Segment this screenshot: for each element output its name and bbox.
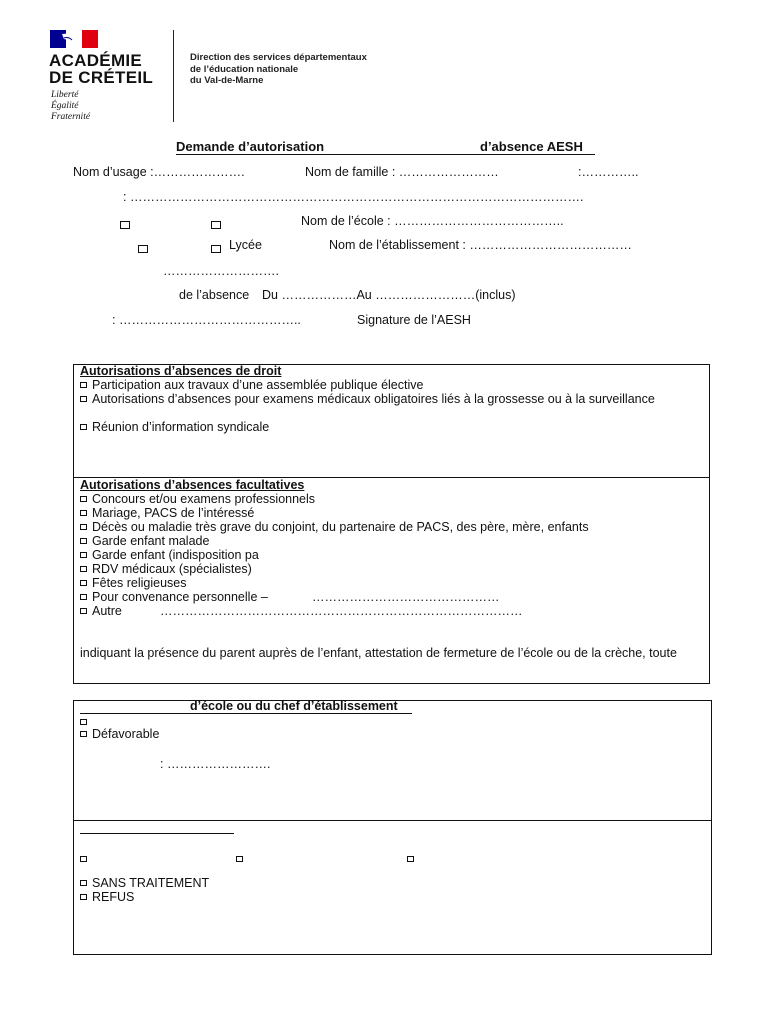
academie-name-line1: ACADÉMIE: [49, 51, 143, 70]
checkbox-icon: [236, 856, 243, 862]
checkbox-icon: [80, 856, 87, 862]
checkbox-icon: [80, 880, 87, 886]
checkbox-icon: [80, 552, 87, 558]
avis-box-divider: [73, 820, 711, 821]
motto-liberte: Liberté: [51, 90, 79, 100]
avis-heading-underline: [80, 713, 412, 714]
colon-dots-field-2[interactable]: : ……………………………………..: [112, 313, 301, 327]
decision-refus[interactable]: REFUS: [80, 890, 134, 904]
checkbox-icon: [80, 894, 87, 900]
checkbox-icon: [80, 719, 87, 725]
checkbox-icon: [80, 566, 87, 572]
absence-label: de l’absence: [179, 288, 250, 302]
droit-option-2[interactable]: Autorisations d’absences pour examens médicaux obligatoires liés à la grossesse ou à la surveillance: [80, 392, 655, 406]
checkbox-2[interactable]: [211, 216, 221, 234]
direction-line2: de l’éducation nationale: [190, 63, 299, 75]
checkbox-icon: [80, 510, 87, 516]
fac-option-6[interactable]: RDV médicaux (spécialistes): [80, 562, 252, 576]
avis-colon-dots-field[interactable]: : …………………….: [160, 757, 271, 771]
motto-egalite: Égalité: [51, 101, 79, 111]
fac-option-9[interactable]: Autre: [80, 604, 122, 618]
signature-label: Signature de l’AESH: [357, 313, 471, 327]
convenance-dots-field[interactable]: ………………………………………: [312, 590, 500, 604]
checkbox-icon: [80, 424, 87, 430]
fac-option-5[interactable]: Garde enfant (indisposition pa: [80, 548, 259, 562]
fac-option-3[interactable]: Décès ou maladie très grave du conjoint, du partenaire de PACS, des père, mère, enfants: [80, 520, 589, 534]
colon-dots-field-1[interactable]: :…………..: [578, 165, 639, 179]
section-droit-heading: Autorisations d’absences de droit: [80, 364, 282, 378]
direction-line1: Direction des services départementaux: [190, 52, 367, 63]
autre-dots-field[interactable]: ……………………………………………………………………………: [160, 604, 523, 618]
decision-checkbox-1[interactable]: [80, 850, 92, 868]
avis-option-defavorable[interactable]: Défavorable: [80, 727, 159, 741]
decision-sans-traitement[interactable]: SANS TRAITEMENT: [80, 876, 209, 890]
section-facultatives-heading: Autorisations d’absences facultatives: [80, 478, 305, 492]
droit-option-1[interactable]: Participation aux travaux d’une assemblée publique élective: [80, 378, 423, 392]
nom-usage-field[interactable]: Nom d’usage :………………….: [73, 165, 245, 179]
fac-option-2[interactable]: Mariage, PACS de l’intéressé: [80, 506, 254, 520]
decision-checkbox-2[interactable]: [236, 850, 248, 868]
checkbox-icon: [80, 538, 87, 544]
decision-checkbox-3[interactable]: [407, 850, 419, 868]
academie-name-line2: DE CRÉTEIL: [49, 68, 154, 87]
marianne-flag: [50, 30, 98, 48]
nom-famille-field[interactable]: Nom de famille : ……………………: [305, 165, 499, 179]
checkbox-icon: [80, 594, 87, 600]
fac-option-1[interactable]: Concours et/ou examens professionnels: [80, 492, 315, 506]
checkbox-lycee[interactable]: [211, 240, 221, 258]
checkbox-icon: [80, 382, 87, 388]
header-separator: [173, 30, 174, 122]
checkbox-icon: [80, 580, 87, 586]
fac-option-4[interactable]: Garde enfant malade: [80, 534, 209, 548]
title-left: Demande d’autorisation: [176, 139, 325, 154]
facultatives-note: indiquant la présence du parent auprès de l’enfant, attestation de fermeture de l’école ou de la crèche, toute: [80, 646, 677, 660]
checkbox-icon: [407, 856, 414, 862]
checkbox-icon: [80, 496, 87, 502]
decision-heading-underline: [80, 833, 234, 834]
fac-option-8[interactable]: Pour convenance personnelle –: [80, 590, 268, 604]
long-dotted-field[interactable]: : ……………………………………………………………………………………………….: [123, 190, 584, 204]
title-right: d’absence AESH: [480, 139, 583, 154]
avis-heading: d’école ou du chef d’établissement: [190, 699, 398, 713]
nom-etablissement-field[interactable]: Nom de l’établissement : …………………………………: [329, 238, 632, 252]
dotted-field[interactable]: ……………………….: [163, 264, 279, 278]
fac-option-7[interactable]: Fêtes religieuses: [80, 576, 187, 590]
lycee-label: Lycée: [229, 238, 262, 252]
droit-option-3[interactable]: Réunion d’information syndicale: [80, 420, 269, 434]
checkbox-icon: [80, 608, 87, 614]
checkbox-icon: [80, 524, 87, 530]
direction-line3: du Val-de-Marne: [190, 75, 264, 86]
absence-dates-field[interactable]: Du ………………Au ……………………(inclus): [262, 288, 516, 302]
avis-box: [73, 700, 712, 955]
checkbox-icon: [80, 731, 87, 737]
checkbox-icon: [80, 396, 87, 402]
title-underline: [176, 154, 595, 155]
motto-fraternite: Fraternité: [51, 112, 91, 122]
checkbox-1[interactable]: [120, 216, 130, 234]
nom-ecole-field[interactable]: Nom de l’école : …………………………………..: [301, 214, 564, 228]
checkbox-3[interactable]: [138, 240, 148, 258]
direction-block: [190, 52, 367, 87]
